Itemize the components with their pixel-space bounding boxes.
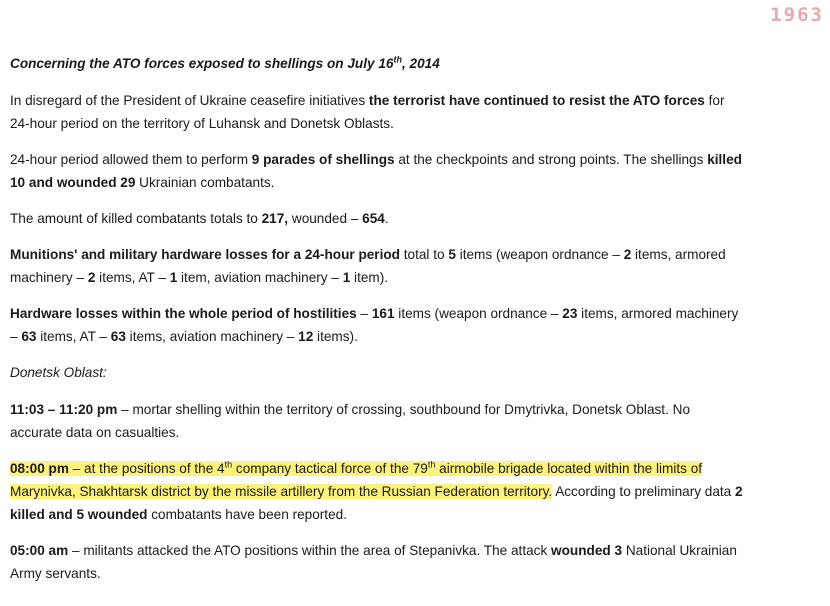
document-body — [10, 52, 745, 598]
paragraph-totals: The amount of killed combatants totals to 217, wounded – 654. — [10, 211, 389, 226]
paragraph-event-2303: 11:03 – 11:20 pm – mortar shelling within the territory of crossing, southbound for Dmytrivka, Donetsk Oblast. No accurate data on casualties. — [10, 402, 691, 440]
paragraph-24h-losses: Munitions' and military hardware losses for a 24-hour period total to 5 items (weapon ordnance – 2 items, armored machinery – 2 items, AT – 1 item, aviation machinery – 1 item). — [10, 247, 726, 285]
region-heading: Donetsk Oblast: — [10, 365, 107, 380]
page-number-stamp: 1963 — [770, 4, 824, 26]
paragraph-total-losses: Hardware losses within the whole period of hostilities – 161 items (weapon ordnance – 23 items, armored machinery – 63 items, AT – 63 items, aviation machinery – 12 items). — [10, 306, 739, 344]
document-title: Concerning the ATO forces exposed to shellings on July 16th, 2014 — [10, 54, 440, 71]
highlighted-text: 08:00 pm – at the positions of the 4th company tactical force of the 79th airmobile brigade located within the limits of Marynivka, Shakhtarsk district by the missile artillery from the Russian Federation territory. — [10, 459, 703, 499]
paragraph-event-2000: 08:00 pm – at the positions of the 4th company tactical force of the 79th airmobile brigade located within the limits of Marynivka, Shakhtarsk district by the missile artillery from the Russian Federation territory. According to preliminary data 2 killed and 5 wounded combatants have been reported. — [10, 459, 743, 522]
paragraph-shellings: 24-hour period allowed them to perform 9 parades of shellings at the checkpoints and strong points. The shellings killed 10 and wounded 29 Ukrainian combatants. — [10, 152, 742, 190]
paragraph-ceasefire: In disregard of the President of Ukraine ceasefire initiatives the terrorist have continued to resist the ATO forces for 24-hour period on the territory of Luhansk and Donetsk Oblasts. — [10, 93, 725, 131]
paragraph-event-0500: 05:00 am – militants attacked the ATO positions within the area of Stepanivka. The attack wounded 3 National Ukrainian Army servants. — [10, 543, 737, 581]
